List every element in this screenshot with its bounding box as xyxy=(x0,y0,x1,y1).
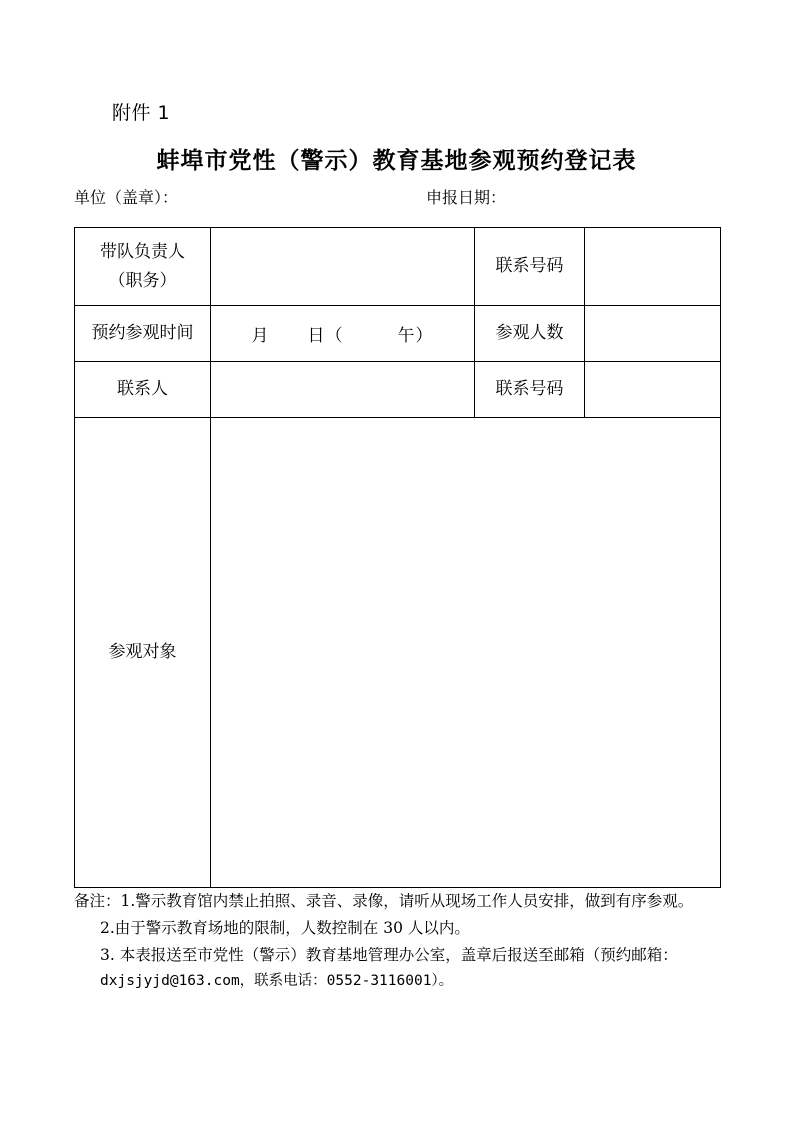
application-date-label: 申报日期： xyxy=(426,188,507,207)
note-line-3 xyxy=(74,942,722,969)
contact-phone-label: 联系号码 xyxy=(475,362,585,418)
table-row xyxy=(75,418,721,888)
notes-prefix: 备注： xyxy=(74,892,121,910)
leader-label-line1: 带队负责人 xyxy=(100,241,185,262)
meta-row xyxy=(74,185,719,209)
contact-person-value-field[interactable] xyxy=(211,362,475,418)
note-line-2 xyxy=(74,915,722,942)
note-item-2: 2.由于警示教育场地的限制，人数控制在 30 人以内。 xyxy=(100,919,470,938)
table-row xyxy=(75,228,721,306)
visit-time-day: 日（ xyxy=(307,326,344,346)
unit-seal-label: 单位（盖章）： xyxy=(74,188,179,207)
table-row xyxy=(75,362,721,418)
visitor-count-label: 参观人数 xyxy=(475,306,585,362)
note-item-1: 1.警示教育馆内禁止拍照、录音、录像，请听从现场工作人员安排，做到有序参观。 xyxy=(120,892,694,910)
table-row xyxy=(75,306,721,362)
visit-target-label: 参观对象 xyxy=(75,418,211,888)
leader-phone-label: 联系号码 xyxy=(475,228,585,306)
visit-time-month: 月 xyxy=(251,326,270,346)
visit-time-value-field[interactable] xyxy=(211,306,475,362)
contact-phone-value-field[interactable] xyxy=(585,362,721,418)
note-line-1 xyxy=(74,888,722,915)
note-item-3: 3. 本表报送至市党性（警示）教育基地管理办公室，盖章后报送至邮箱（预约邮箱： xyxy=(100,946,678,965)
leader-value-field[interactable] xyxy=(211,228,475,306)
leader-phone-value-field[interactable] xyxy=(585,228,721,306)
visit-time-noon: 午） xyxy=(397,326,434,346)
registration-form-table xyxy=(74,227,721,888)
visit-target-value-field[interactable] xyxy=(211,418,721,888)
note-item-4: dxjsjyjd@163.com，联系电话：0552-3116001）。 xyxy=(100,973,454,990)
visit-time-label: 预约参观时间 xyxy=(75,306,211,362)
contact-person-label: 联系人 xyxy=(75,362,211,418)
visitor-count-value-field[interactable] xyxy=(585,306,721,362)
leader-label xyxy=(75,228,211,306)
page-title: 蚌埠市党性（警示）教育基地参观预约登记表 xyxy=(156,147,637,174)
leader-label-line2: （职务） xyxy=(108,270,177,291)
attachment-label: 附件 1 xyxy=(112,102,171,124)
note-line-4 xyxy=(74,969,722,994)
notes-section xyxy=(74,888,722,995)
